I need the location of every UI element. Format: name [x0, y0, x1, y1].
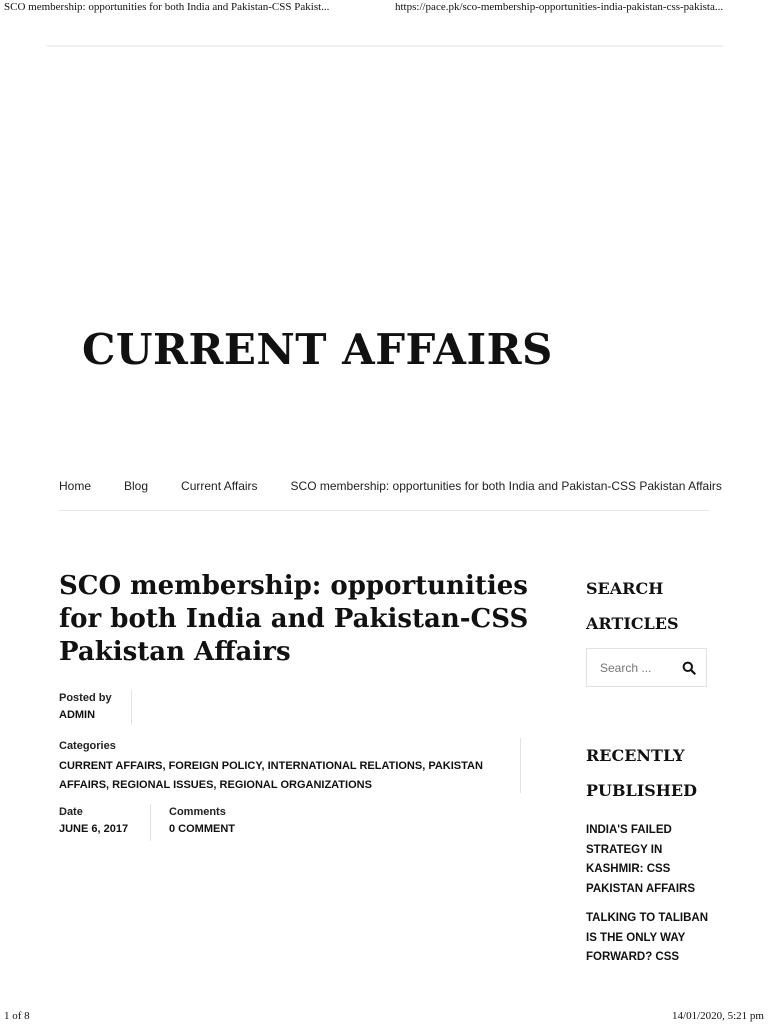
- date-meta: [59, 806, 128, 835]
- author-link[interactable]: ADMIN: [59, 709, 96, 721]
- breadcrumb-divider: [59, 510, 709, 511]
- breadcrumb-current-affairs-link[interactable]: Current Affairs: [181, 479, 258, 493]
- meta-divider: [520, 738, 521, 793]
- categories-meta: [59, 740, 509, 795]
- comments-meta: [169, 806, 235, 835]
- recent-post-link[interactable]: TALKING TO TALIBAN IS THE ONLY WAY FORWARD? CSS: [586, 912, 709, 963]
- search-articles-heading: SEARCH ARTICLES: [586, 579, 679, 633]
- print-timestamp: 14/01/2020, 5:21 pm: [672, 1010, 764, 1022]
- categories-label: Categories: [59, 740, 116, 752]
- date-label: Date: [59, 806, 83, 818]
- article-title: SCO membership: opportunities for both India and Pakistan-CSS Pakistan Affairs: [59, 571, 529, 667]
- print-page-url: https://pace.pk/sco-membership-opportunities-india-pakistan-css-pakista...: [395, 1, 724, 13]
- recently-published-heading: RECENTLY PUBLISHED: [586, 746, 697, 800]
- categories-links[interactable]: CURRENT AFFAIRS, FOREIGN POLICY, INTERNATIONAL RELATIONS, PAKISTAN AFFAIRS, REGIONAL ISSUES, REGIONAL ORGANIZATIONS: [59, 760, 483, 791]
- posted-by-meta: [59, 692, 112, 721]
- post-date: JUNE 6, 2017: [59, 823, 129, 835]
- search-input[interactable]: [600, 661, 680, 675]
- search-icon[interactable]: [682, 661, 696, 675]
- hero-title: CURRENT AFFAIRS: [82, 325, 553, 374]
- posted-by-label: Posted by: [59, 692, 112, 704]
- meta-divider: [131, 690, 132, 725]
- recent-posts-list: [586, 821, 716, 978]
- breadcrumb: [59, 479, 722, 493]
- recent-post-link[interactable]: INDIA'S FAILED STRATEGY IN KASHMIR: CSS PAKISTAN AFFAIRS: [586, 824, 696, 895]
- meta-divider: [150, 804, 151, 841]
- print-page-title: SCO membership: opportunities for both India and Pakistan-CSS Pakist...: [4, 1, 330, 13]
- print-page-number: 1 of 8: [4, 1010, 30, 1022]
- print-header: [0, 0, 768, 16]
- print-footer: [0, 1009, 768, 1024]
- header-divider: [47, 45, 723, 47]
- search-box: [586, 648, 707, 687]
- comments-link[interactable]: 0 COMMENT: [169, 823, 235, 835]
- breadcrumb-current-page: SCO membership: opportunities for both India and Pakistan-CSS Pakistan Affairs: [290, 479, 722, 493]
- comments-label: Comments: [169, 806, 226, 818]
- breadcrumb-blog-link[interactable]: Blog: [124, 479, 149, 493]
- breadcrumb-home-link[interactable]: Home: [59, 479, 92, 493]
